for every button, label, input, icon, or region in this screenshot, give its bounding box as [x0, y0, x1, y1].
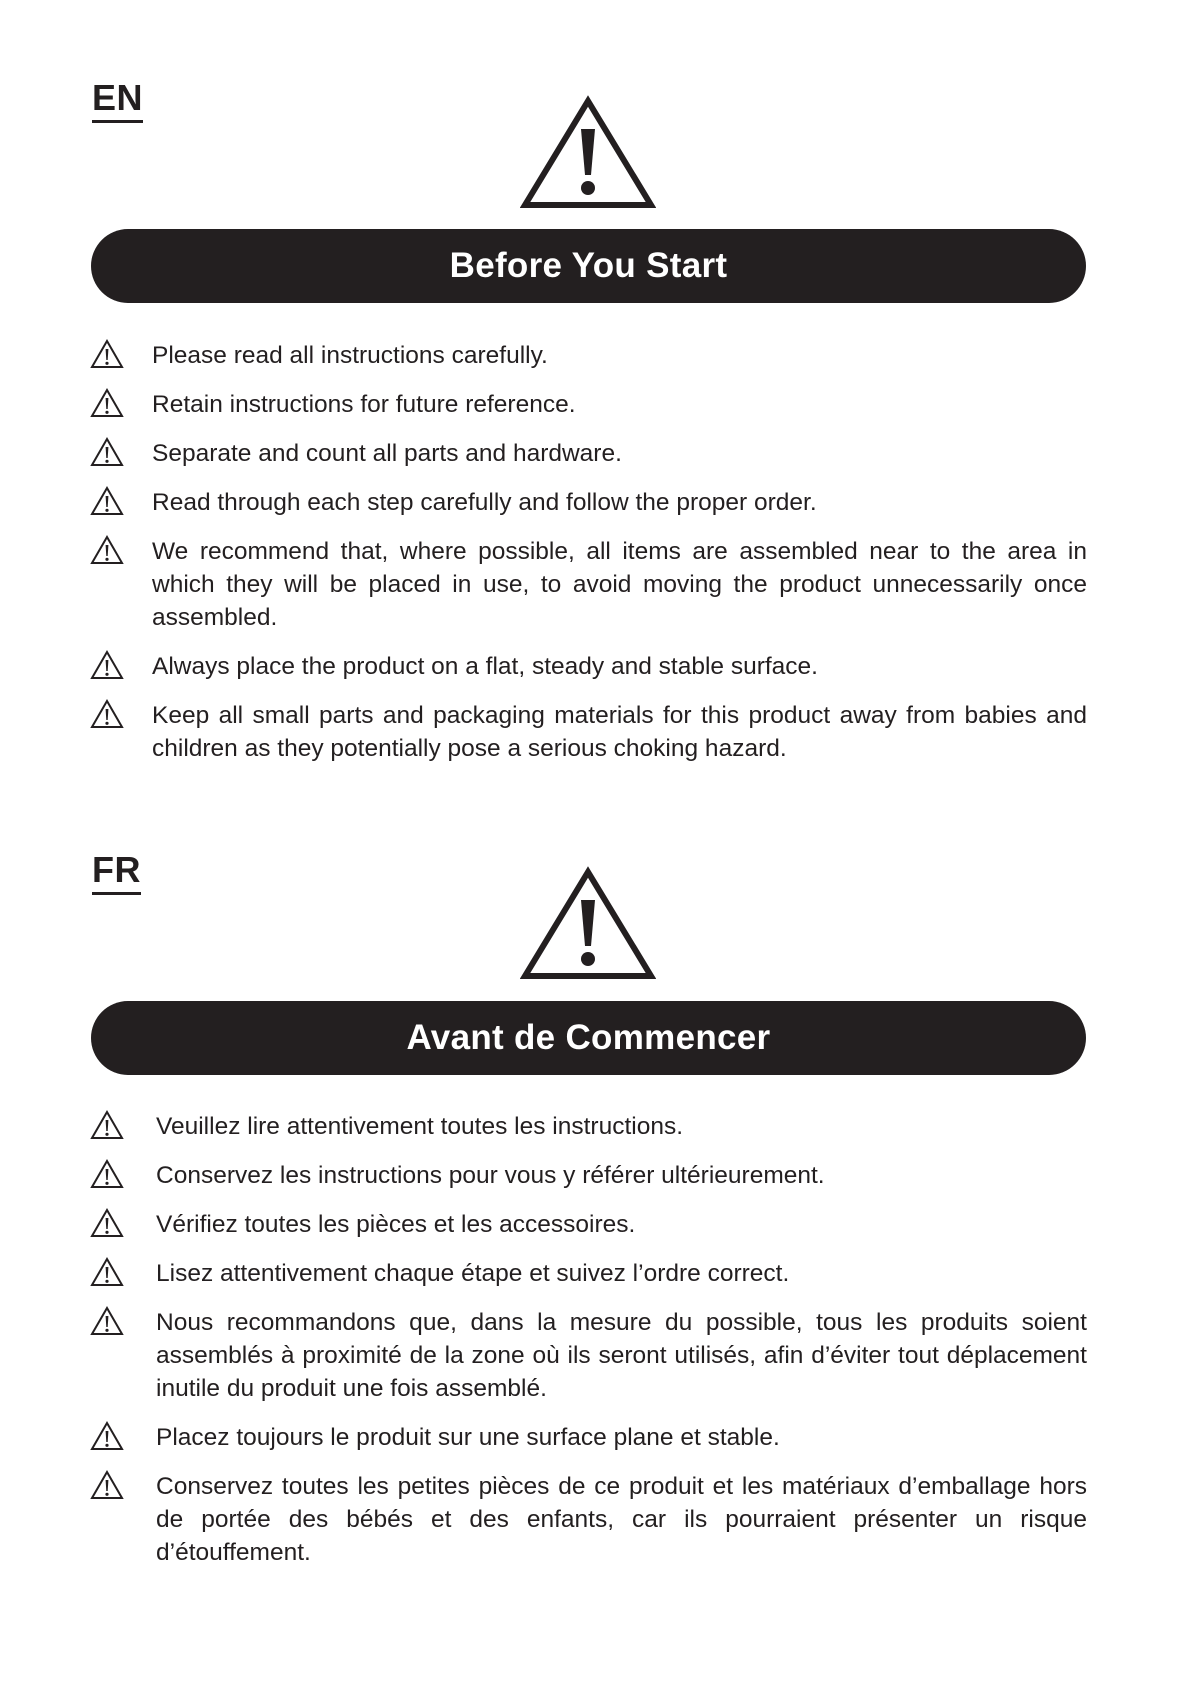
- language-code-fr: FR: [92, 852, 141, 895]
- instruction-text: Lisez attentivement chaque étape et suivez l’ordre correct.: [156, 1260, 790, 1287]
- instruction-text: Vérifiez toutes les pièces et les accessoires.: [156, 1211, 636, 1238]
- instruction-text: Read through each step carefully and follow the proper order.: [152, 489, 817, 516]
- warning-triangle-icon: [90, 1421, 124, 1451]
- warning-triangle-icon: [520, 866, 656, 982]
- warning-triangle-icon: [90, 1159, 124, 1189]
- warning-triangle-icon: [90, 486, 124, 516]
- instruction-text: Nous recommandons que, dans la mesure du possible, tous les produits soient assemblés à proximité de la zone où ils seront utilisés, afin d’éviter tout déplacement inutile du produit une fois assemblé.: [156, 1309, 1087, 1402]
- warning-triangle-icon: [90, 699, 124, 729]
- instruction-text: Separate and count all parts and hardware.: [152, 440, 622, 467]
- instruction-text: Placez toujours le produit sur une surface plane et stable.: [156, 1424, 780, 1451]
- section-title-banner-fr: Avant de Commencer: [91, 1001, 1086, 1075]
- section-title-banner-en: Before You Start: [91, 229, 1086, 303]
- instruction-text: Please read all instructions carefully.: [152, 342, 548, 369]
- instruction-text: Veuillez lire attentivement toutes les instructions.: [156, 1113, 684, 1140]
- language-code-en: EN: [92, 80, 143, 123]
- instruction-text: We recommend that, where possible, all items are assembled near to the area in which they will be placed in use, to avoid moving the product unnecessarily once assembled.: [152, 538, 1087, 631]
- instruction-text: Conservez les instructions pour vous y référer ultérieurement.: [156, 1162, 825, 1189]
- warning-triangle-icon: [90, 535, 124, 565]
- warning-triangle-icon: [520, 95, 656, 211]
- warning-triangle-icon: [90, 1306, 124, 1336]
- warning-triangle-icon: [90, 339, 124, 369]
- warning-triangle-icon: [90, 1208, 124, 1238]
- warning-triangle-icon: [90, 650, 124, 680]
- instruction-text: Keep all small parts and packaging materials for this product away from babies and children as they potentially pose a serious choking hazard.: [152, 702, 1087, 762]
- warning-triangle-icon: [90, 1110, 124, 1140]
- instruction-text: Retain instructions for future reference.: [152, 391, 576, 418]
- warning-triangle-icon: [90, 1257, 124, 1287]
- warning-triangle-icon: [90, 388, 124, 418]
- instruction-text: Always place the product on a flat, steady and stable surface.: [152, 653, 818, 680]
- instruction-text: Conservez toutes les petites pièces de ce produit et les matériaux d’emballage hors de portée des bébés et des enfants, car ils pourraient présenter un risque d’étouffement.: [156, 1473, 1087, 1566]
- warning-triangle-icon: [90, 1470, 124, 1500]
- warning-triangle-icon: [90, 437, 124, 467]
